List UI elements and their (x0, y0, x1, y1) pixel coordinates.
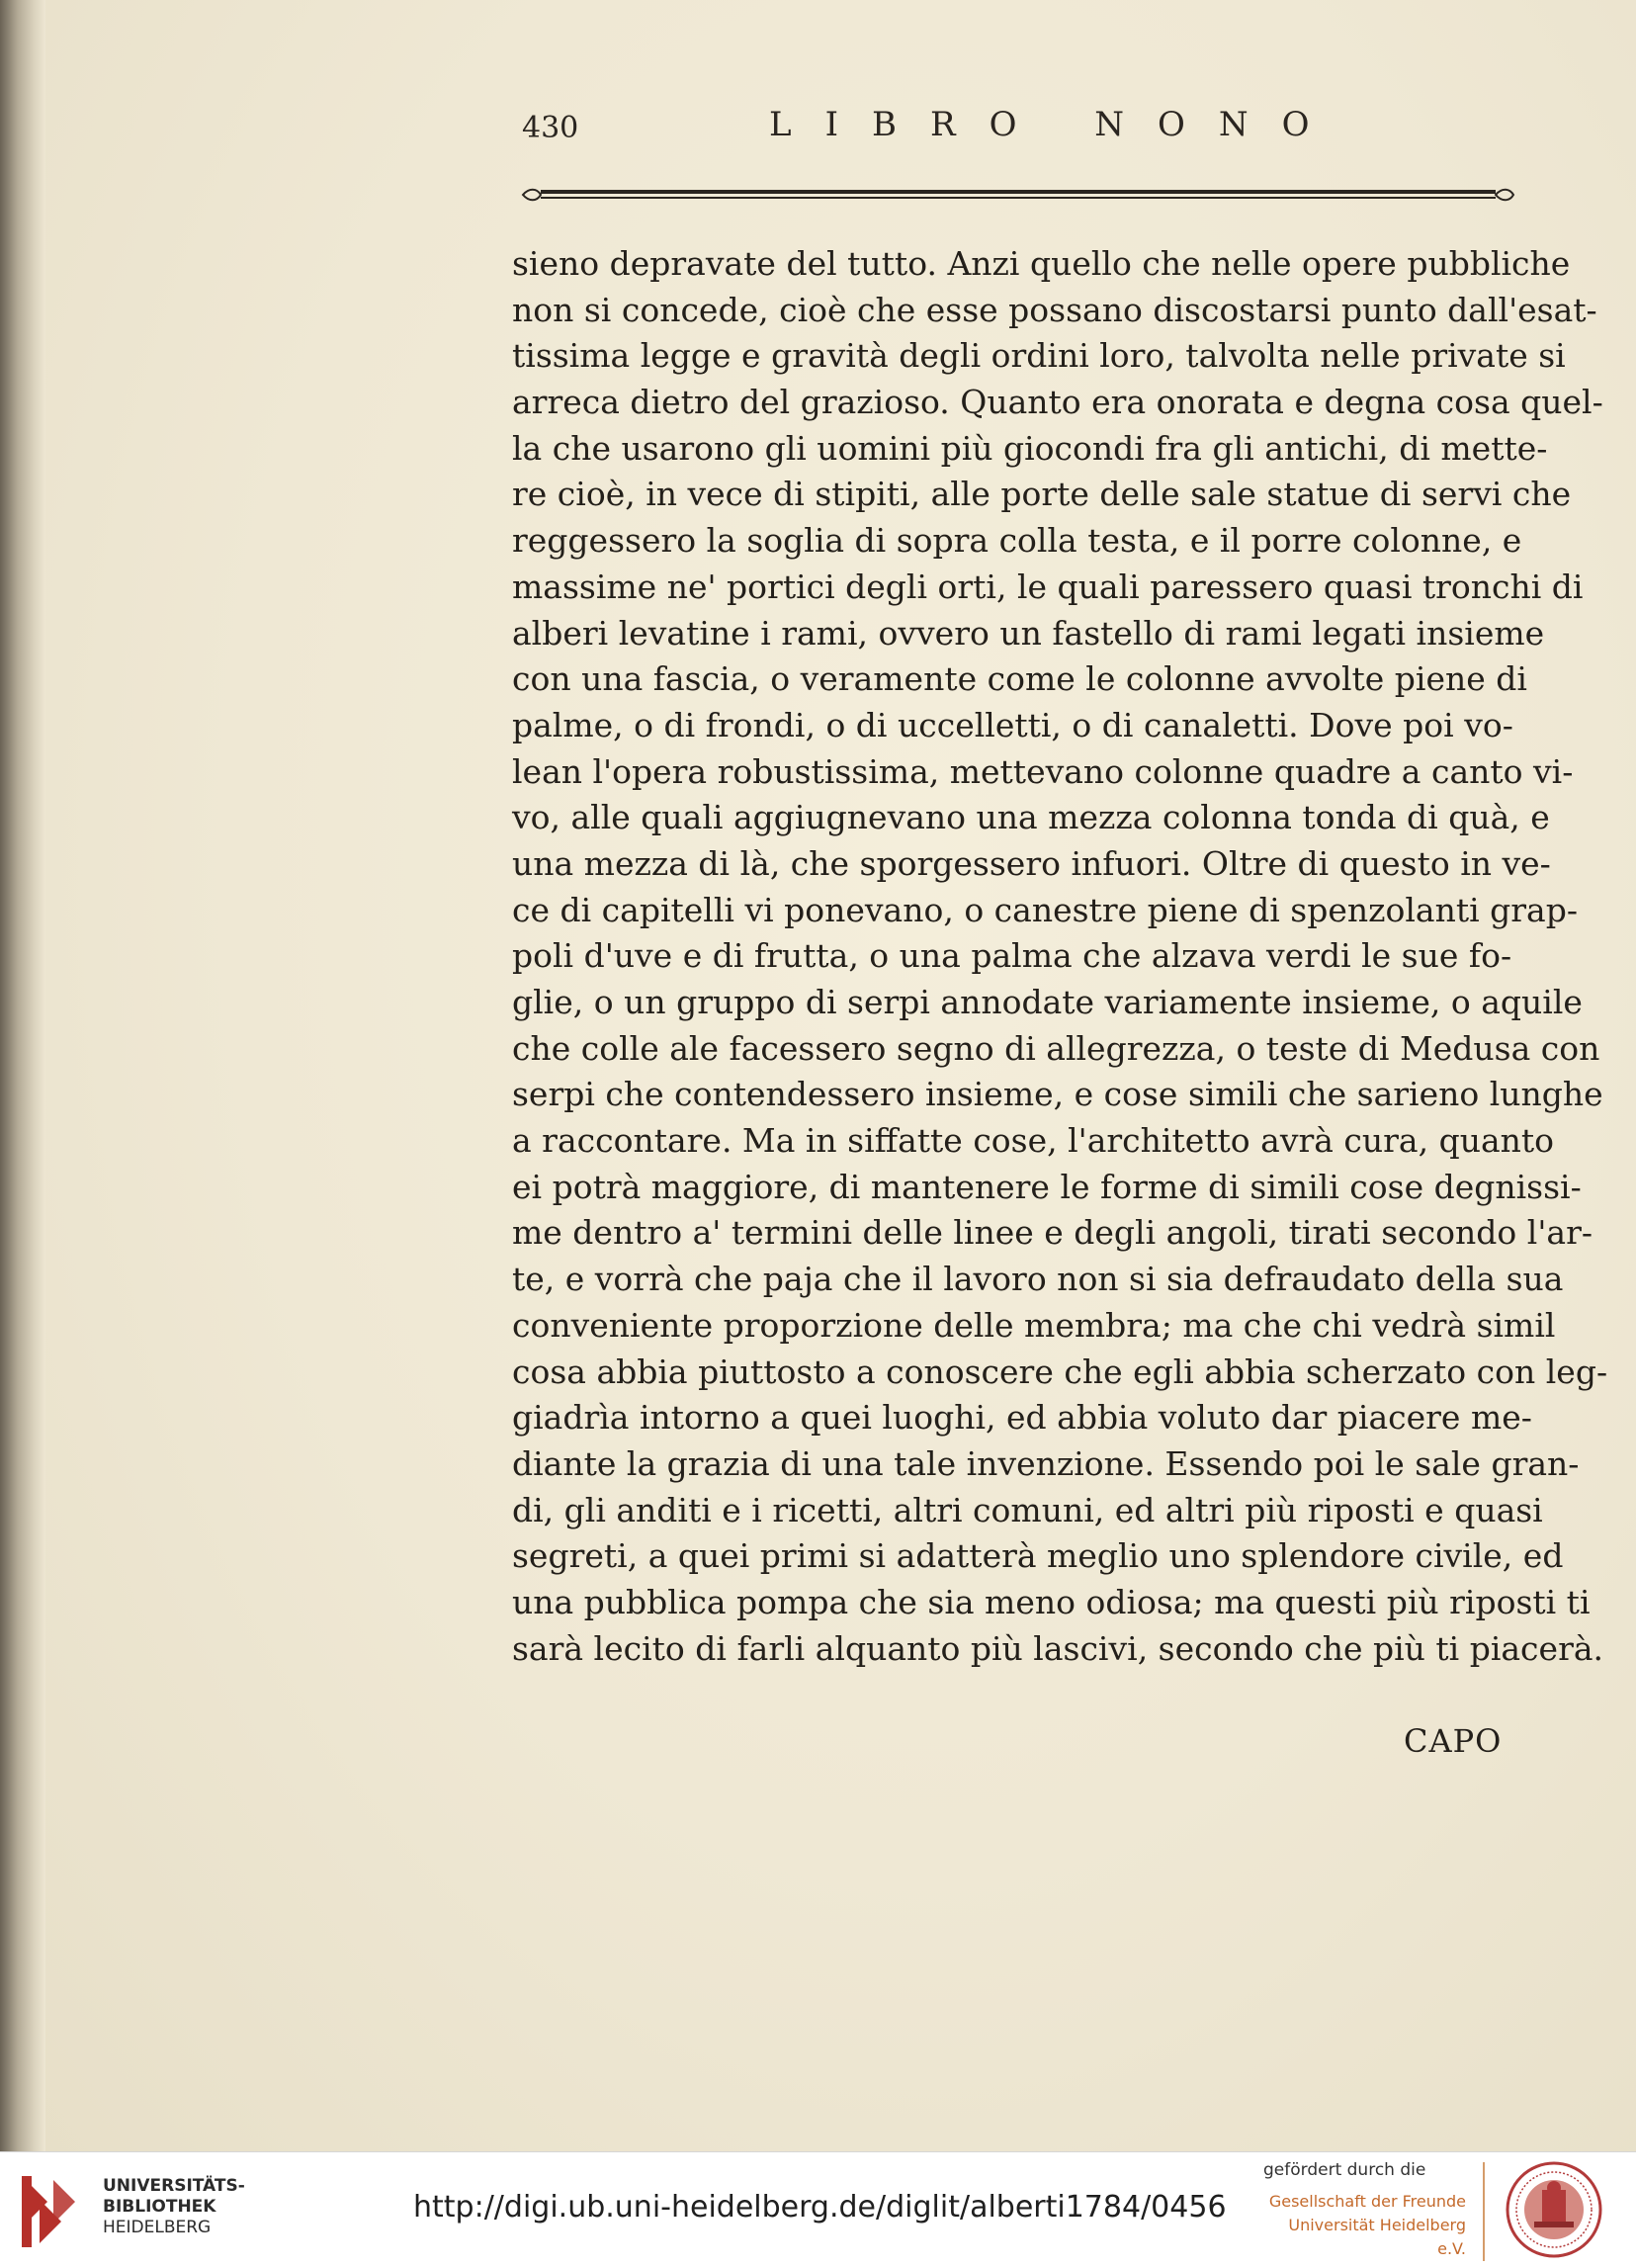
text-line: arreca dietro del grazioso. Quanto era onorata e degna cosa quel- (512, 383, 1603, 422)
text-line: diante la grazia di una tale invenzione. Essendo poi le sale gran- (512, 1443, 1580, 1483)
text-line: ei potrà maggiore, di mantenere le forme di simili cose degnissi- (512, 1167, 1582, 1206)
page-number: 430 (522, 111, 579, 145)
library-name (103, 2176, 245, 2238)
text-line: sarà lecito di farli alquanto più lascivi, secondo che più ti piacerà. (512, 1628, 1604, 1668)
text-line: giadrìa intorno a quei luoghi, ed abbia voluto dar piacere me- (512, 1398, 1532, 1438)
text-line: con una fascia, o veramente come le colonne avvolte piene di (512, 659, 1527, 699)
text-line: reggessero la soglia di sopra colla testa, e il porre colonne, e (512, 521, 1522, 561)
text-line: sieno depravate del tutto. Anzi quello che nelle opere pubbliche (512, 244, 1571, 283)
text-line: vo, alle quali aggiugnevano una mezza colonna tonda di quà, e (512, 798, 1550, 837)
text-line: di, gli anditi e i ricetti, altri comuni, ed altri più riposti e quasi (512, 1490, 1543, 1529)
book-binding-shadow (0, 0, 45, 2151)
university-seal-icon (1505, 2160, 1603, 2259)
body-text (512, 241, 1608, 1672)
text-line: glie, o un gruppo di serpi annodate variamente insieme, o aquile (512, 983, 1583, 1021)
text-line: non si concede, cioè che esse possano discostarsi punto dall'esat- (512, 290, 1597, 329)
text-line: ce di capitelli vi ponevano, o canestre piene di spenzolanti grap- (512, 890, 1578, 929)
library-name-line: UNIVERSITÄTS- (103, 2176, 245, 2196)
text-line: la che usarono gli uomini più giocondi fra gli antichi, di mette- (512, 428, 1548, 468)
text-line: palme, o di frondi, o di uccelletti, o di canaletti. Dove poi vo- (512, 705, 1513, 744)
page-header (522, 101, 1510, 160)
text-line: alberi levatine i rami, ovvero un fastello di rami legati insieme (512, 613, 1545, 653)
running-head: LIBRO NONO (769, 105, 1343, 144)
permalink-url[interactable]: http://digi.ub.uni-heidelberg.de/diglit/alberti1784/0456 (413, 2190, 1227, 2224)
catchword: CAPO (1404, 1722, 1503, 1760)
footer-bar (0, 2151, 1636, 2268)
text-line: me dentro a' termini delle linee e degli angoli, tirati secondo l'ar- (512, 1213, 1593, 1253)
text-line: poli d'uve e di frutta, o una palma che alzava verdi le sue fo- (512, 936, 1512, 976)
text-line: che colle ale facessero segno di allegrezza, o teste di Medusa con (512, 1028, 1600, 1068)
text-line: massime ne' portici degli orti, le quali paressero quasi tronchi di (512, 567, 1584, 606)
funded-by-label: gefördert durch die (1263, 2160, 1426, 2180)
text-line: conveniente proporzione delle membra; ma che chi vedrà simil (512, 1305, 1556, 1345)
text-line: segreti, a quei primi si adatterà meglio uno splendore civile, ed (512, 1536, 1564, 1576)
footer-divider (1483, 2162, 1485, 2261)
header-rule (519, 186, 1517, 204)
text-line: a raccontare. Ma in siffatte cose, l'architetto avrà cura, quanto (512, 1121, 1555, 1161)
library-name-line: HEIDELBERG (103, 2218, 212, 2237)
society-name-line: Universität Heidelberg e.V. (1288, 2216, 1466, 2258)
text-line: re cioè, in vece di stipiti, alle porte delle sale statue di servi che (512, 475, 1572, 514)
society-name-line: Gesellschaft der Freunde (1268, 2192, 1466, 2211)
text-line: cosa abbia piuttosto a conoscere che egli abbia scherzato con leg- (512, 1352, 1608, 1391)
text-line: serpi che contendessero insieme, e cose simili che sarieno lunghe (512, 1075, 1603, 1114)
text-line: lean l'opera robustissima, mettevano colonne quadre a canto vi- (512, 751, 1574, 791)
society-name (1268, 2190, 1466, 2261)
text-line: te, e vorrà che paja che il lavoro non si sia defraudato della sua (512, 1260, 1564, 1299)
ub-heidelberg-logo-icon (18, 2172, 89, 2251)
text-line: tissima legge e gravità degli ordini loro, talvolta nelle private si (512, 336, 1566, 376)
library-name-line: BIBLIOTHEK (103, 2197, 216, 2217)
text-line: una mezza di là, che sporgessero infuori. Oltre di questo in ve- (512, 843, 1551, 883)
text-line: una pubblica pompa che sia meno odiosa; ma questi più riposti ti (512, 1582, 1591, 1621)
